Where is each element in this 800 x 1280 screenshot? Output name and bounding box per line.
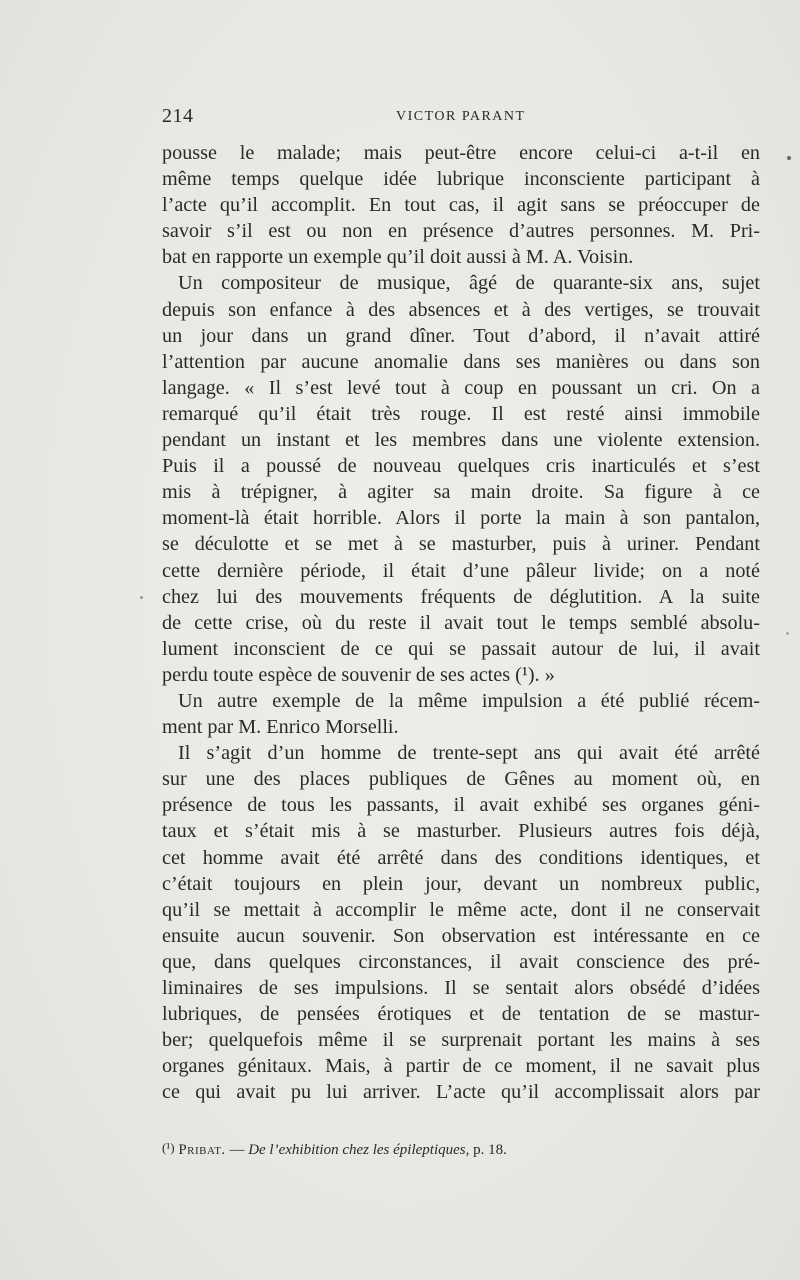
text-line: c’était toujours en plein jour, devant un nombreux public, [162, 872, 760, 895]
text-line: savoir s’il est ou non en présence d’autres personnes. M. Pri- [162, 220, 760, 243]
text-line: lument inconscient de ce qui se passait autour de lui, il avait [162, 637, 760, 660]
text-line: lubriques, de pensées érotiques et de tentation de se mastur- [162, 1003, 760, 1026]
text-line: pousse le malade; mais peut-être encore celui-ci a-t-il en [162, 142, 760, 164]
text-line: perdu toute espèce de souvenir de ses actes (¹). » [162, 663, 555, 686]
text-line: taux et s’était mis à se masturber. Plusieurs autres fois déjà, [162, 820, 760, 843]
paper-speck [787, 156, 791, 160]
footnote-page: p. 18. [469, 1142, 507, 1158]
footnote-separator: — [225, 1142, 249, 1158]
text-line: ment par M. Enrico Morselli. [162, 716, 399, 739]
text-line: langage. « Il s’est levé tout à coup en poussant un cri. On a [162, 376, 760, 399]
text-line: que, dans quelques circonstances, il avait conscience des pré- [162, 950, 760, 973]
paper-speck [140, 596, 143, 599]
paper-speck [786, 632, 789, 635]
text-line: pendant un instant et les membres dans une violente extension. [162, 429, 760, 452]
text-line: liminaires de ses impulsions. Il se sentait alors obsédé d’idées [162, 977, 760, 999]
text-line: sur une des places publiques de Gênes au moment où, en [162, 768, 760, 791]
text-line: qu’il se mettait à accomplir le même acte, dont il ne conservait [162, 898, 760, 921]
footnote-mark: (¹) [162, 1140, 175, 1155]
text-line: l’acte qu’il accomplit. En tout cas, il agit sans se préoccuper de [162, 194, 760, 217]
text-line: un jour dans un grand dîner. Tout d’abord, il n’avait attiré [162, 324, 760, 347]
body-text [162, 140, 760, 1105]
text-line: Un compositeur de musique, âgé de quarante-six ans, sujet [178, 272, 760, 295]
text-line: l’attention par aucune anomalie dans ses manières ou dans son [162, 350, 760, 373]
text-line: cette dernière période, il était d’une pâleur livide; on a noté [162, 559, 760, 582]
running-head: VICTOR PARANT [396, 109, 526, 124]
text-line: ensuite aucun souvenir. Son observation est intéressante en ce [162, 924, 760, 947]
text-line: Il s’agit d’un homme de trente-sept ans qui avait été arrêté [178, 742, 760, 765]
page-header [162, 105, 762, 133]
text-line: chez lui des mouvements fréquents de déglutition. A la suite [162, 585, 760, 608]
footnote [162, 1138, 760, 1160]
footnote-title: De l’exhibition chez les épileptiques, [248, 1142, 470, 1158]
text-line: bat en rapporte un exemple qu’il doit aussi à M. A. Voisin. [162, 246, 634, 269]
text-line: ce qui avait pu lui arriver. L’acte qu’il accomplissait alors par [162, 1081, 760, 1104]
text-line: depuis son enfance à des absences et à des vertiges, se trouvait [162, 298, 760, 321]
footnote-author: Pribat. [178, 1142, 226, 1158]
text-line: remarqué qu’il était très rouge. Il est resté ainsi immobile [162, 402, 760, 425]
page-number: 214 [162, 105, 194, 127]
text-line: moment-là était horrible. Alors il porte la main à son pantalon, [162, 507, 760, 530]
text-line: Puis il a poussé de nouveau quelques cris inarticulés et s’est [162, 455, 760, 478]
text-line: ber; quelquefois même il se surprenait portant les mains à ses [162, 1029, 760, 1052]
text-line: cet homme avait été arrêté dans des conditions identiques, et [162, 846, 760, 869]
text-line: se déculotte et se met à se masturber, puis à uriner. Pendant [162, 533, 760, 556]
text-line: organes génitaux. Mais, à partir de ce moment, il ne savait plus [162, 1055, 760, 1078]
text-line: de cette crise, où du reste il avait tout le temps semblé absolu- [162, 611, 760, 634]
text-line: présence de tous les passants, il avait exhibé ses organes géni- [162, 794, 760, 817]
text-line: Un autre exemple de la même impulsion a été publié récem- [178, 689, 760, 712]
text-line: mis à trépigner, à agiter sa main droite. Sa figure à ce [162, 481, 760, 504]
text-line: même temps quelque idée lubrique inconsciente participant à [162, 168, 760, 191]
